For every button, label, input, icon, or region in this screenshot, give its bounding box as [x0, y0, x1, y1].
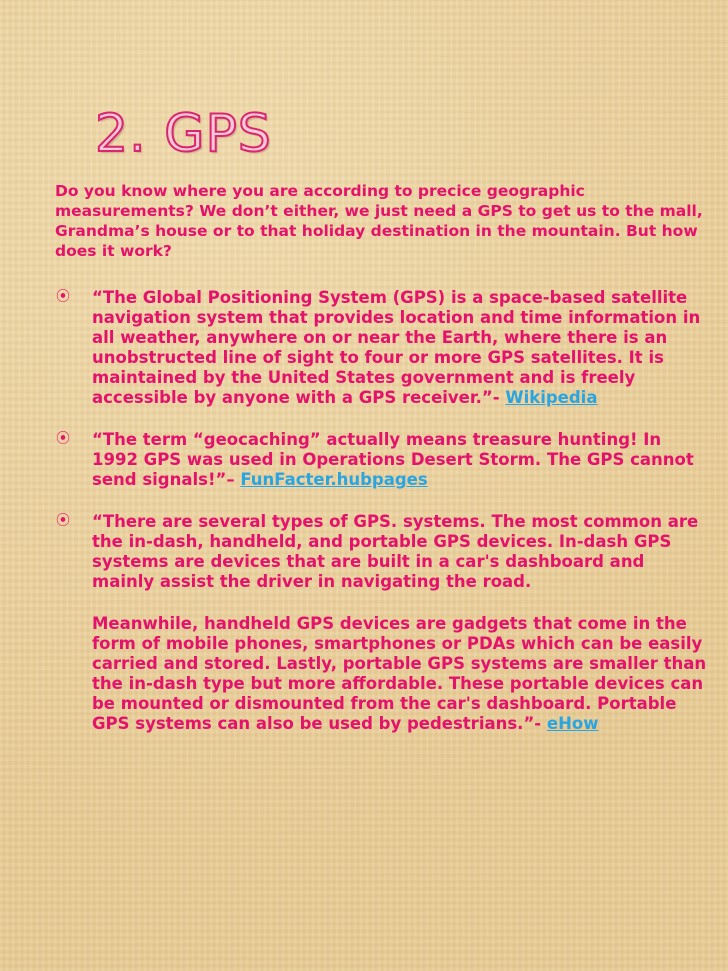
- bullet-item-wikipedia: [55, 288, 710, 408]
- quote-text: “The term “geocaching” actually means treasure hunting! In 1992 GPS was used in Operations Desert Storm. The GPS cannot send signals!”– FunFacter.hubpages: [92, 430, 694, 489]
- source-link-funfacter[interactable]: FunFacter.hubpages: [240, 470, 428, 489]
- target-bullet-icon: ⦿: [56, 513, 70, 529]
- bullet-list: [55, 288, 710, 756]
- quote-text: “The Global Positioning System (GPS) is a space-based satellite navigation system that provides location and time information in all weather, anywhere on or near the Earth, where there is an unobstructed line of sight to four or more GPS satellites. It is maintained by the United States government and is freely accessible by anyone with a GPS receiver.”- Wikipedia: [92, 288, 701, 407]
- source-link-wikipedia[interactable]: Wikipedia: [505, 388, 598, 407]
- bullet-item-funfacter: [55, 430, 710, 490]
- source-link-ehow[interactable]: eHow: [546, 714, 599, 733]
- bullet-item-ehow: [55, 512, 710, 734]
- intro-paragraph: Do you know where you are according to precice geographic measurements? We don’t either, we just need a GPS to get us to the mall, Grandma’s house or to that holiday destination in the mountain. But how does it work?: [55, 182, 703, 260]
- slide-title: 2. GPS: [95, 104, 272, 164]
- quote-text: “There are several types of GPS. systems. The most common are the in-dash, handheld, and portable GPS devices. In-dash GPS systems are devices that are built in a car's dashboard and mainly assist the driver in navigating the road.: [92, 512, 699, 591]
- quote-text-continued: Meanwhile, handheld GPS devices are gadgets that come in the form of mobile phones, smartphones or PDAs which can be easily carried and stored. Lastly, portable GPS systems are smaller than the in-dash type but more affordable. These portable devices can be mounted or dismounted from the car's dashboard. Portable GPS systems can also be used by pedestrians.”- eHow: [92, 614, 707, 733]
- target-bullet-icon: ⦿: [56, 431, 70, 447]
- target-bullet-icon: ⦿: [56, 289, 70, 305]
